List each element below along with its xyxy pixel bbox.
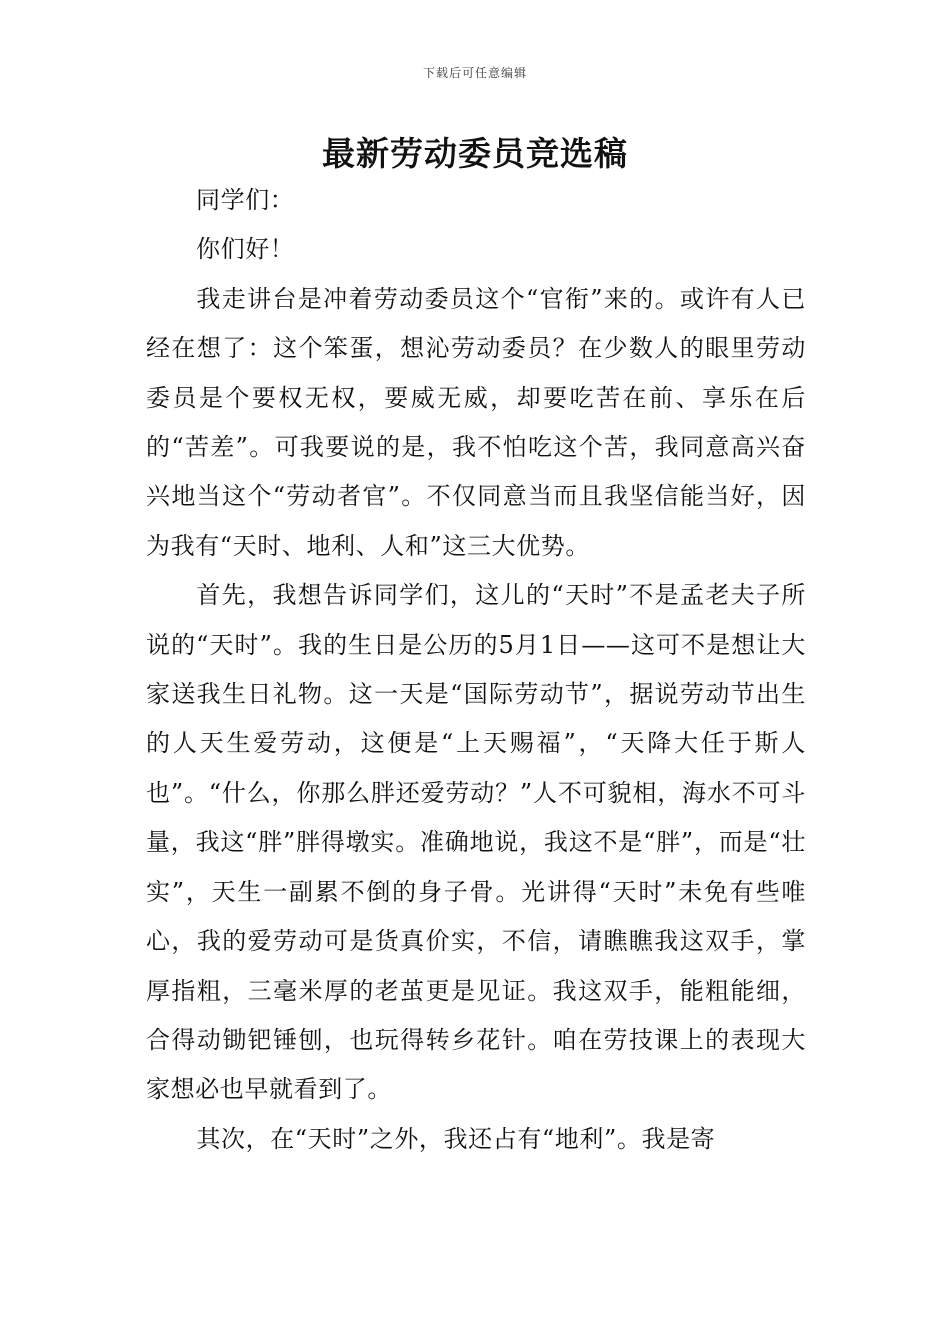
salutation-greeting-classmates: 同学们： <box>196 186 295 214</box>
header-note: 下载后可任意编辑 <box>422 66 527 80</box>
paragraph-intro: 我走讲台是冲着劳动委员这个“官衔”来的。或许有人已经在想了：这个笨蛋，想沁劳动委员？在少数人的眼里劳动委员是个要权无权，要威无威，却要吃苦在前、享乐在后的“苦差”。可我要说的是，我不怕吃这个苦，我同意高兴奋兴地当这个“劳动者官”。不仅同意当而且我坚信能当好，因为我有“天时、地利、人和”这三大优势。 <box>146 284 806 560</box>
paragraph-second-advantage: 其次，在“天时”之外，我还占有“地利”。我是寄 <box>196 1124 716 1153</box>
paragraph-first-advantage: 首先，我想告诉同学们，这儿的“天时”不是孟老夫子所说的“天时”。我的生日是公历的5月1日——这可不是想让大家送我生日礼物。这一天是“国际劳动节”，据说劳动节出生的人天生爱劳动，这便是“上天赐福”，“天降大任于斯人也”。“什么，你那么胖还爱劳动？”人不可貌相，海水不可斗量，我这“胖”胖得墩实。准确地说，我这不是“胖”，而是“壮实”，天生一副累不倒的身子骨。光讲得“天时”未免有些唯心，我的爱劳动可是货真价实，不信，请瞧瞧我这双手，掌厚指粗，三毫米厚的老茧更是见证。我这双手，能粗能细，合得动锄钯锤刨，也玩得转乡花针。咱在劳技课上的表现大家想必也早就看到了。 <box>146 581 806 1104</box>
document-title: 最新劳动委员竞选稿 <box>322 134 628 173</box>
salutation-hello: 你们好！ <box>196 235 295 264</box>
document-body <box>146 176 806 1164</box>
